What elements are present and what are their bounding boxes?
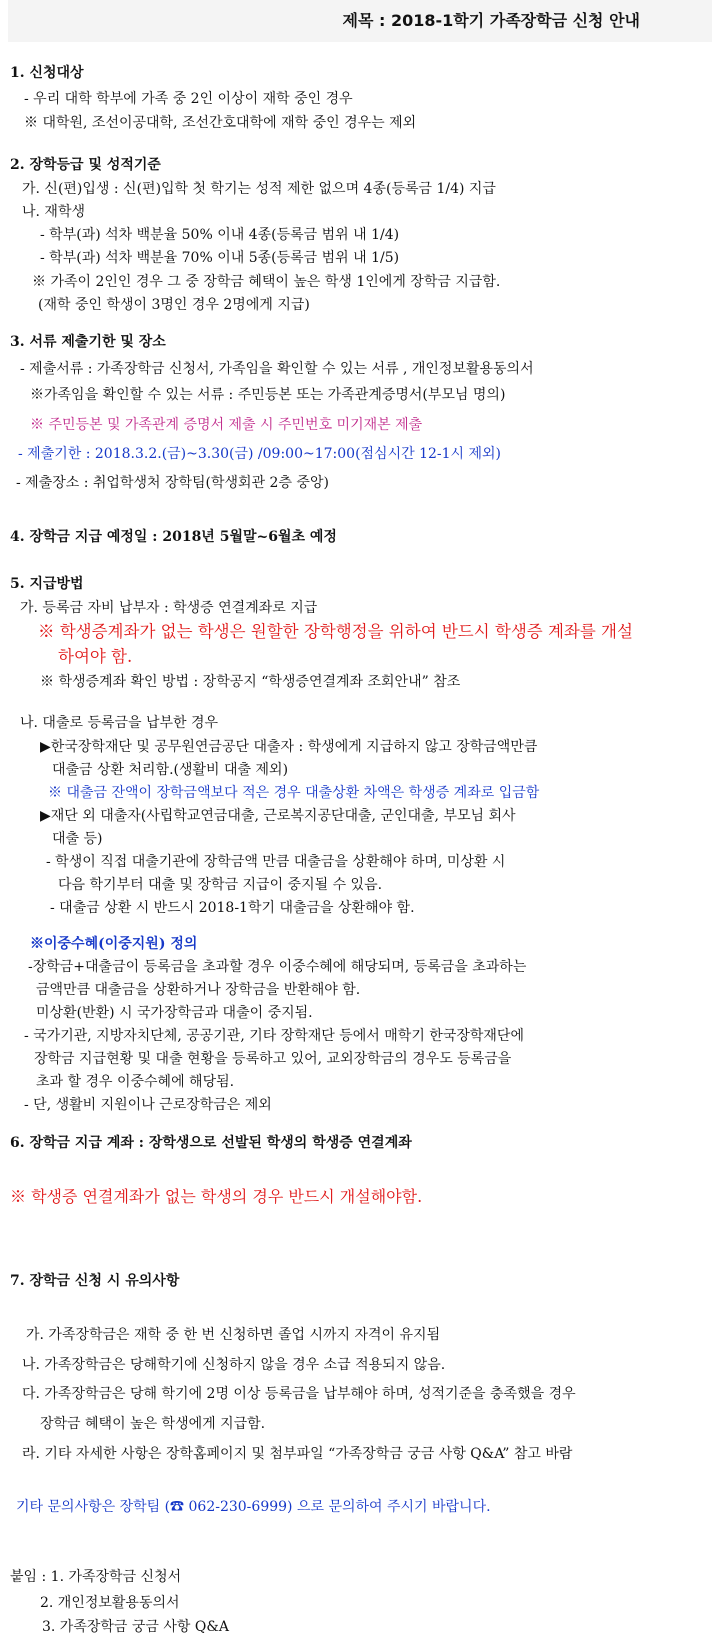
document-line: - 단, 생활비 지원이나 근로장학금은 제외 bbox=[24, 1097, 272, 1113]
document-line: 3. 서류 제출기한 및 장소 bbox=[10, 334, 166, 350]
document-line: ▶재단 외 대출자(사립학교연금대출, 근로복지공단대출, 군인대출, 부모님 회사 bbox=[40, 808, 516, 824]
document-line: 대출 등) bbox=[52, 831, 103, 847]
document-line: 라. 기타 자세한 사항은 장학홈페이지 및 첨부파일 “가족장학금 궁금 사항 Q&A” 참고 바람 bbox=[22, 1446, 573, 1462]
document-line: 나. 대출로 등록금을 납부한 경우 bbox=[20, 715, 219, 731]
document-line: 2. 장학등급 및 성적기준 bbox=[10, 157, 161, 173]
document-line: - 국가기관, 지방자치단체, 공공기관, 기타 장학재단 등에서 매학기 한국장학재단에 bbox=[24, 1028, 524, 1044]
document-line: 4. 장학금 지급 예정일 : 2018년 5월말~6월초 예정 bbox=[10, 529, 337, 545]
document-line: 하여야 함. bbox=[58, 647, 133, 666]
document-line: ※ 주민등본 및 가족관계 증명서 제출 시 주민번호 미기재본 제출 bbox=[30, 417, 423, 433]
document-line: 가. 신(편)입생 : 신(편)입학 첫 학기는 성적 제한 없으며 4종(등록금 1/4) 지급 bbox=[22, 181, 496, 197]
document-line: ※ 가족이 2인인 경우 그 중 장학금 혜택이 높은 학생 1인에게 장학금 지급함. bbox=[32, 274, 501, 290]
document-line: ※ 학생증계좌 확인 방법 : 장학공지 “학생증연결계좌 조회안내” 참조 bbox=[40, 674, 461, 690]
document-line: 나. 재학생 bbox=[22, 204, 85, 220]
document-line: 금액만큼 대출금을 상환하거나 장학금을 반환해야 함. bbox=[36, 982, 361, 998]
document-line: - 학생이 직접 대출기관에 장학금액 만큼 대출금을 상환해야 하며, 미상환 시 bbox=[46, 854, 506, 870]
document-line: -장학금+대출금이 등록금을 초과할 경우 이중수혜에 해당되며, 등록금을 초과하는 bbox=[28, 959, 527, 975]
document-line: 나. 가족장학금은 당해학기에 신청하지 않을 경우 소급 적용되지 않음. bbox=[22, 1357, 446, 1373]
document-line: 5. 지급방법 bbox=[10, 576, 84, 592]
document-line: ※이중수혜(이중지원) 정의 bbox=[30, 936, 198, 952]
document-line: ※ 대출금 잔액이 장학금액보다 적은 경우 대출상환 차액은 학생증 계좌로 입금함 bbox=[48, 785, 540, 801]
document-line: - 제출장소 : 취업학생처 장학팀(학생회관 2층 중앙) bbox=[16, 475, 329, 491]
document-line: 붙임 : 1. 가족장학금 신청서 bbox=[10, 1569, 182, 1585]
page-title: 제목 : 2018-1학기 가족장학금 신청 안내 bbox=[342, 11, 640, 30]
document-line: ※ 대학원, 조선이공대학, 조선간호대학에 재학 중인 경우는 제외 bbox=[24, 115, 417, 131]
document-line: ▶한국장학재단 및 공무원연금공단 대출자 : 학생에게 지급하지 않고 장학금액만큼 bbox=[40, 739, 538, 755]
document-line: 초과 할 경우 이중수혜에 해당됨. bbox=[36, 1074, 235, 1090]
document-line: - 우리 대학 학부에 가족 중 2인 이상이 재학 중인 경우 bbox=[24, 91, 353, 107]
document-line: 2. 개인정보활용동의서 bbox=[40, 1595, 180, 1611]
title-bar bbox=[8, 0, 712, 42]
document-line: 가. 등록금 자비 납부자 : 학생증 연결계좌로 지급 bbox=[20, 600, 318, 616]
document-line: 장학금 지급현황 및 대출 현황을 등록하고 있어, 교외장학금의 경우도 등록금을 bbox=[34, 1051, 512, 1067]
document-line: - 제출기한 : 2018.3.2.(금)~3.30(금) /09:00~17:00(점심시간 12-1시 제외) bbox=[18, 446, 502, 462]
document-line: - 대출금 상환 시 반드시 2018-1학기 대출금을 상환해야 함. bbox=[50, 900, 415, 916]
document-line: 1. 신청대상 bbox=[10, 65, 84, 81]
document-line: 3. 가족장학금 궁금 사항 Q&A bbox=[42, 1619, 229, 1635]
document-line: 대출금 상환 처리함.(생활비 대출 제외) bbox=[52, 762, 289, 778]
document-line: 7. 장학금 신청 시 유의사항 bbox=[10, 1273, 180, 1289]
document-line: (재학 중인 학생이 3명인 경우 2명에게 지급) bbox=[38, 297, 310, 313]
document-line: ※ 학생증 연결계좌가 없는 학생의 경우 반드시 개설해야함. bbox=[10, 1187, 423, 1206]
document-line: 다음 학기부터 대출 및 장학금 지급이 중지될 수 있음. bbox=[58, 877, 383, 893]
document-line: ※ 학생증계좌가 없는 학생은 원할한 장학행정을 위하여 반드시 학생증 계좌를 개설 bbox=[38, 622, 633, 641]
document-line: - 학부(과) 석차 백분율 50% 이내 4종(등록금 범위 내 1/4) bbox=[40, 227, 400, 243]
document-line: - 제출서류 : 가족장학금 신청서, 가족임을 확인할 수 있는 서류 , 개인정보활용동의서 bbox=[20, 361, 534, 377]
document-line: 다. 가족장학금은 당해 학기에 2명 이상 등록금을 납부해야 하며, 성적기준을 충족했을 경우 bbox=[22, 1386, 576, 1402]
document-line: 장학금 혜택이 높은 학생에게 지급함. bbox=[40, 1416, 266, 1432]
document-line: - 학부(과) 석차 백분율 70% 이내 5종(등록금 범위 내 1/5) bbox=[40, 250, 400, 266]
document-line: 6. 장학금 지급 계좌 : 장학생으로 선발된 학생의 학생증 연결계좌 bbox=[10, 1135, 412, 1151]
document-line: 기타 문의사항은 장학팀 (☎ 062-230-6999) 으로 문의하여 주시기 바랍니다. bbox=[16, 1499, 491, 1515]
document-line: 가. 가족장학금은 재학 중 한 번 신청하면 졸업 시까지 자격이 유지됨 bbox=[26, 1327, 441, 1343]
document-line: 미상환(반환) 시 국가장학금과 대출이 중지됨. bbox=[36, 1005, 313, 1021]
document-line: ※가족임을 확인할 수 있는 서류 : 주민등본 또는 가족관계증명서(부모님 명의) bbox=[30, 387, 506, 403]
